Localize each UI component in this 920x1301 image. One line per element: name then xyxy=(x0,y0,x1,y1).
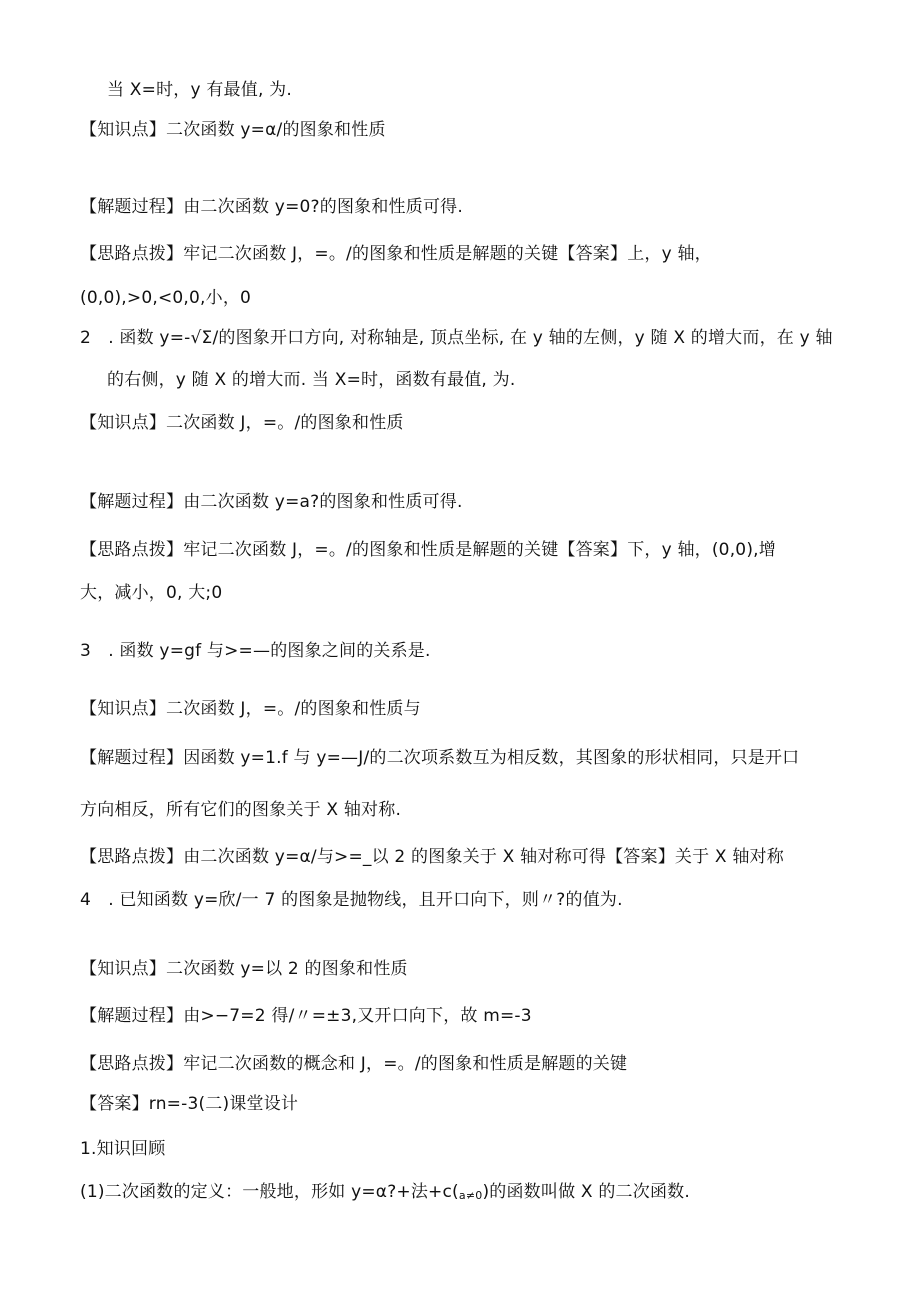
text-line: 【解题过程】由>−7=2 得/〃=±3,又开口向下，故 m=-3 xyxy=(80,1006,532,1026)
text-line: 【知识点】二次函数 y=以 2 的图象和性质 xyxy=(80,959,408,979)
text-line: 【解题过程】由二次函数 y=0?的图象和性质可得. xyxy=(80,197,463,217)
text-line xyxy=(80,1181,690,1207)
text-line: 【思路点拨】牢记二次函数的概念和 J，=。/的图象和性质是解题的关键 xyxy=(80,1054,628,1074)
text-line: 【答案】rn=-3(二)课堂设计 xyxy=(80,1094,299,1114)
text-line: 【知识点】二次函数 J，=。/的图象和性质与 xyxy=(80,699,421,719)
text-line: 【解题过程】因函数 y=1.f 与 y=—J/的二次项系数互为相反数，其图象的形状相同，只是开口 xyxy=(80,748,800,768)
text-line-part: )的函数叫做 X 的二次函数. xyxy=(482,1182,690,1202)
text-line: 【思路点拨】牢记二次函数 J，=。/的图象和性质是解题的关键【答案】上，y 轴， xyxy=(80,244,712,264)
text-line: 【解题过程】由二次函数 y=a?的图象和性质可得. xyxy=(80,492,463,512)
text-line: 【知识点】二次函数 J，=。/的图象和性质 xyxy=(80,413,404,433)
text-line: 2 . 函数 y=-√Σ/的图象开口方向, 对称轴是, 顶点坐标, 在 y 轴的左侧，y 随 X 的增大而，在 y 轴 xyxy=(80,328,833,348)
text-line: 4 . 已知函数 y=欣/一 7 的图象是抛物线，且开口向下，则〃?的值为. xyxy=(80,890,623,910)
text-line: 【思路点拨】牢记二次函数 J，=。/的图象和性质是解题的关键【答案】下，y 轴，(0,0),增 xyxy=(80,540,776,560)
text-line: 当 X=时，y 有最值, 为. xyxy=(107,80,292,100)
text-line: 【知识点】二次函数 y=α/的图象和性质 xyxy=(80,120,386,140)
text-line-part: (1)二次函数的定义：一般地，形如 y=α?+法+c( xyxy=(80,1182,459,1202)
text-line: 3 . 函数 y=gf 与>=—的图象之间的关系是. xyxy=(80,641,431,661)
text-line: 1.知识回顾 xyxy=(80,1139,166,1159)
text-line: 的右侧，y 随 X 的增大而. 当 X=时，函数有最值, 为. xyxy=(107,370,516,390)
text-line: (0,0),>0,<0,0,小，0 xyxy=(80,288,252,308)
text-line: 【思路点拨】由二次函数 y=α/与>=_以 2 的图象关于 X 轴对称可得【答案】关于 X 轴对称 xyxy=(80,847,784,867)
text-line: 大，减小，0, 大;0 xyxy=(80,583,223,603)
subscript-text: a≠0 xyxy=(458,1189,483,1202)
text-line: 方向相反，所有它们的图象关于 X 轴对称. xyxy=(80,800,402,820)
